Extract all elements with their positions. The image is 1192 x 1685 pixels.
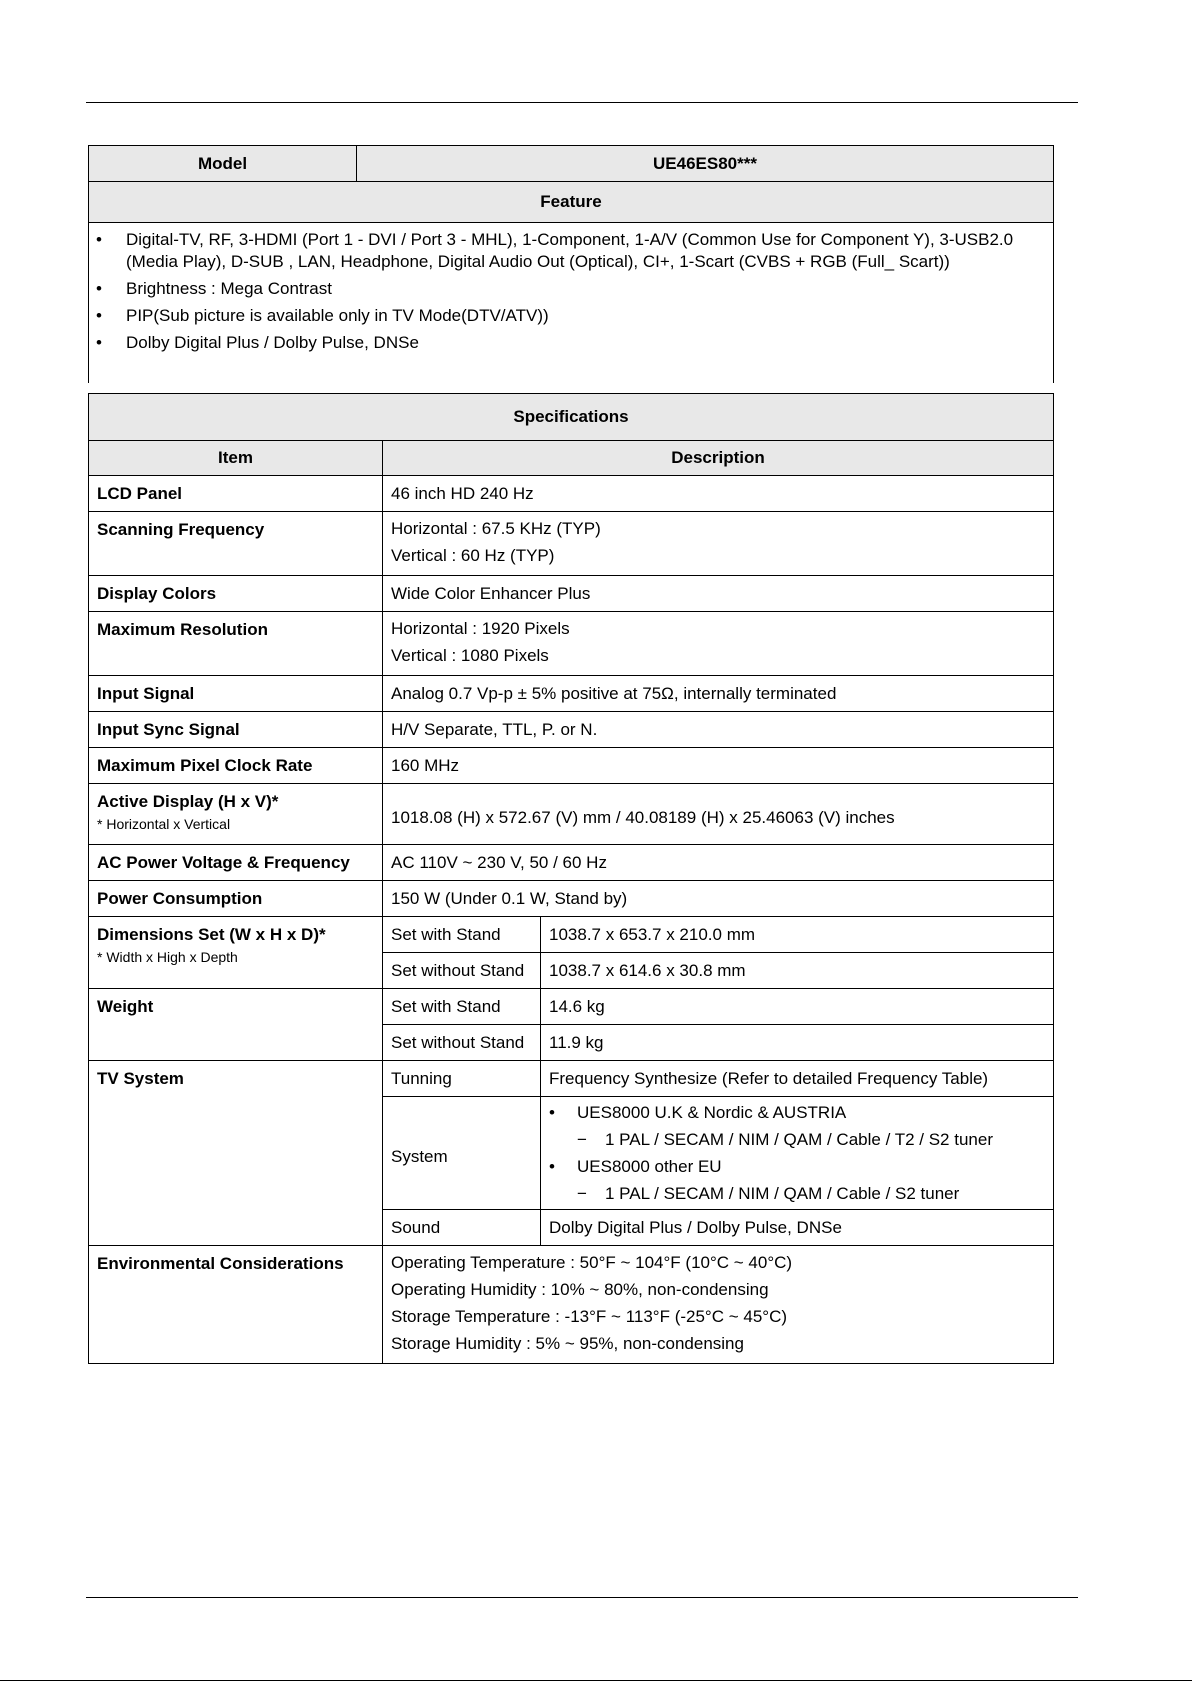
specifications-title: Specifications <box>89 394 1054 441</box>
max-resolution-value: Horizontal : 1920 Pixels Vertical : 1080 Pixels <box>383 612 1054 676</box>
dimensions-without-stand-value: 1038.7 x 614.6 x 30.8 mm <box>541 953 1054 989</box>
table-row <box>89 476 1054 512</box>
description-column-header: Description <box>383 441 1054 476</box>
tuning-value: Frequency Synthesize (Refer to detailed Frequency Table) <box>541 1061 1054 1097</box>
weight-without-stand-value: 11.9 kg <box>541 1025 1054 1061</box>
feature-item: • Digital-TV, RF, 3-HDMI (Port 1 - DVI / Port 3 - MHL), 1-Component, 1-A/V (Common Use for Component Y), 3-USB2.0 (Media Play), D-SUB , LAN, Headphone, Digital Audio Out (Optical), CI+, 1-Scart (CVBS + RGB (Full_ Scart)) <box>96 230 1014 271</box>
table-row <box>89 712 1054 748</box>
bullet-icon: • <box>96 230 102 249</box>
weight-with-stand-value: 14.6 kg <box>541 989 1054 1025</box>
feature-item: • PIP(Sub picture is available only in TV Mode(DTV/ATV)) <box>96 306 549 325</box>
dimensions-with-stand-label: Set with Stand <box>383 917 541 953</box>
dimensions-label: Dimensions Set (W x H x D)* * Width x High x Depth <box>89 917 383 989</box>
feature-list <box>88 223 1054 383</box>
weight-label: Weight <box>89 989 383 1061</box>
table-row <box>89 1246 1054 1364</box>
input-sync-label: Input Sync Signal <box>89 712 383 748</box>
weight-without-stand-label: Set without Stand <box>383 1025 541 1061</box>
display-colors-value: Wide Color Enhancer Plus <box>383 576 1054 612</box>
feature-item: • Brightness : Mega Contrast <box>96 279 332 298</box>
table-row <box>89 881 1054 917</box>
table-row <box>89 612 1054 676</box>
ac-power-label: AC Power Voltage & Frequency <box>89 845 383 881</box>
bullet-icon: • <box>96 333 102 352</box>
pixel-clock-value: 160 MHz <box>383 748 1054 784</box>
page-edge-rule <box>0 1680 1192 1681</box>
input-sync-value: H/V Separate, TTL, P. or N. <box>383 712 1054 748</box>
ac-power-value: AC 110V ~ 230 V, 50 / 60 Hz <box>383 845 1054 881</box>
environment-value: Operating Temperature : 50°F ~ 104°F (10°C ~ 40°C) Operating Humidity : 10% ~ 80%, non-condensing Storage Temperature : -13°F ~ 113°F (-25°C ~ 45°C) Storage Humidity : 5% ~ 95%, non-condensing <box>383 1246 1054 1364</box>
specifications-table <box>88 393 1054 1364</box>
dimensions-with-stand-value: 1038.7 x 653.7 x 210.0 mm <box>541 917 1054 953</box>
pixel-clock-label: Maximum Pixel Clock Rate <box>89 748 383 784</box>
active-display-label: Active Display (H x V)* * Horizontal x Vertical <box>89 784 383 845</box>
table-row <box>89 512 1054 576</box>
system-value: • UES8000 U.K & Nordic & AUSTRIA − 1 PAL / SECAM / NIM / QAM / Cable / T2 / S2 tuner • UES8000 other EU − 1 PAL / SECAM / NIM / QAM / Cable / S2 tuner <box>541 1097 1054 1210</box>
power-consumption-label: Power Consumption <box>89 881 383 917</box>
table-row <box>89 989 1054 1025</box>
dimensions-note: * Width x High x Depth <box>97 949 238 965</box>
power-consumption-value: 150 W (Under 0.1 W, Stand by) <box>383 881 1054 917</box>
sound-label: Sound <box>383 1210 541 1246</box>
sound-value: Dolby Digital Plus / Dolby Pulse, DNSe <box>541 1210 1054 1246</box>
footer-rule <box>86 1597 1078 1598</box>
bullet-icon: • <box>549 1103 555 1122</box>
max-resolution-label: Maximum Resolution <box>89 612 383 676</box>
model-table <box>88 145 1054 223</box>
scanning-frequency-label: Scanning Frequency <box>89 512 383 576</box>
system-label: System <box>383 1097 541 1210</box>
tv-system-label: TV System <box>89 1061 383 1246</box>
dash-icon: − <box>577 1130 587 1149</box>
display-colors-label: Display Colors <box>89 576 383 612</box>
bullet-icon: • <box>96 306 102 325</box>
lcd-panel-label: LCD Panel <box>89 476 383 512</box>
active-display-note: * Horizontal x Vertical <box>97 816 231 832</box>
bullet-icon: • <box>549 1157 555 1176</box>
input-signal-value: Analog 0.7 Vp-p ± 5% positive at 75Ω, internally terminated <box>383 676 1054 712</box>
header-rule <box>86 102 1078 103</box>
active-display-value: 1018.08 (H) x 572.67 (V) mm / 40.08189 (H) x 25.46063 (V) inches <box>383 784 1054 845</box>
scanning-frequency-value: Horizontal : 67.5 KHz (TYP) Vertical : 60 Hz (TYP) <box>383 512 1054 576</box>
dash-icon: − <box>577 1184 587 1203</box>
feature-item: • Dolby Digital Plus / Dolby Pulse, DNSe <box>96 333 419 352</box>
lcd-panel-value: 46 inch HD 240 Hz <box>383 476 1054 512</box>
dimensions-without-stand-label: Set without Stand <box>383 953 541 989</box>
weight-with-stand-label: Set with Stand <box>383 989 541 1025</box>
feature-title: Feature <box>89 182 1054 223</box>
input-signal-label: Input Signal <box>89 676 383 712</box>
table-row <box>89 676 1054 712</box>
bullet-icon: • <box>96 279 102 298</box>
environment-label: Environmental Considerations <box>89 1246 383 1364</box>
table-row <box>89 748 1054 784</box>
table-row <box>89 845 1054 881</box>
item-column-header: Item <box>89 441 383 476</box>
tuning-label: Tunning <box>383 1061 541 1097</box>
model-value: UE46ES80*** <box>357 146 1054 182</box>
table-row <box>89 1061 1054 1097</box>
table-row <box>89 576 1054 612</box>
model-label: Model <box>89 146 357 182</box>
table-row <box>89 917 1054 953</box>
table-row <box>89 784 1054 845</box>
